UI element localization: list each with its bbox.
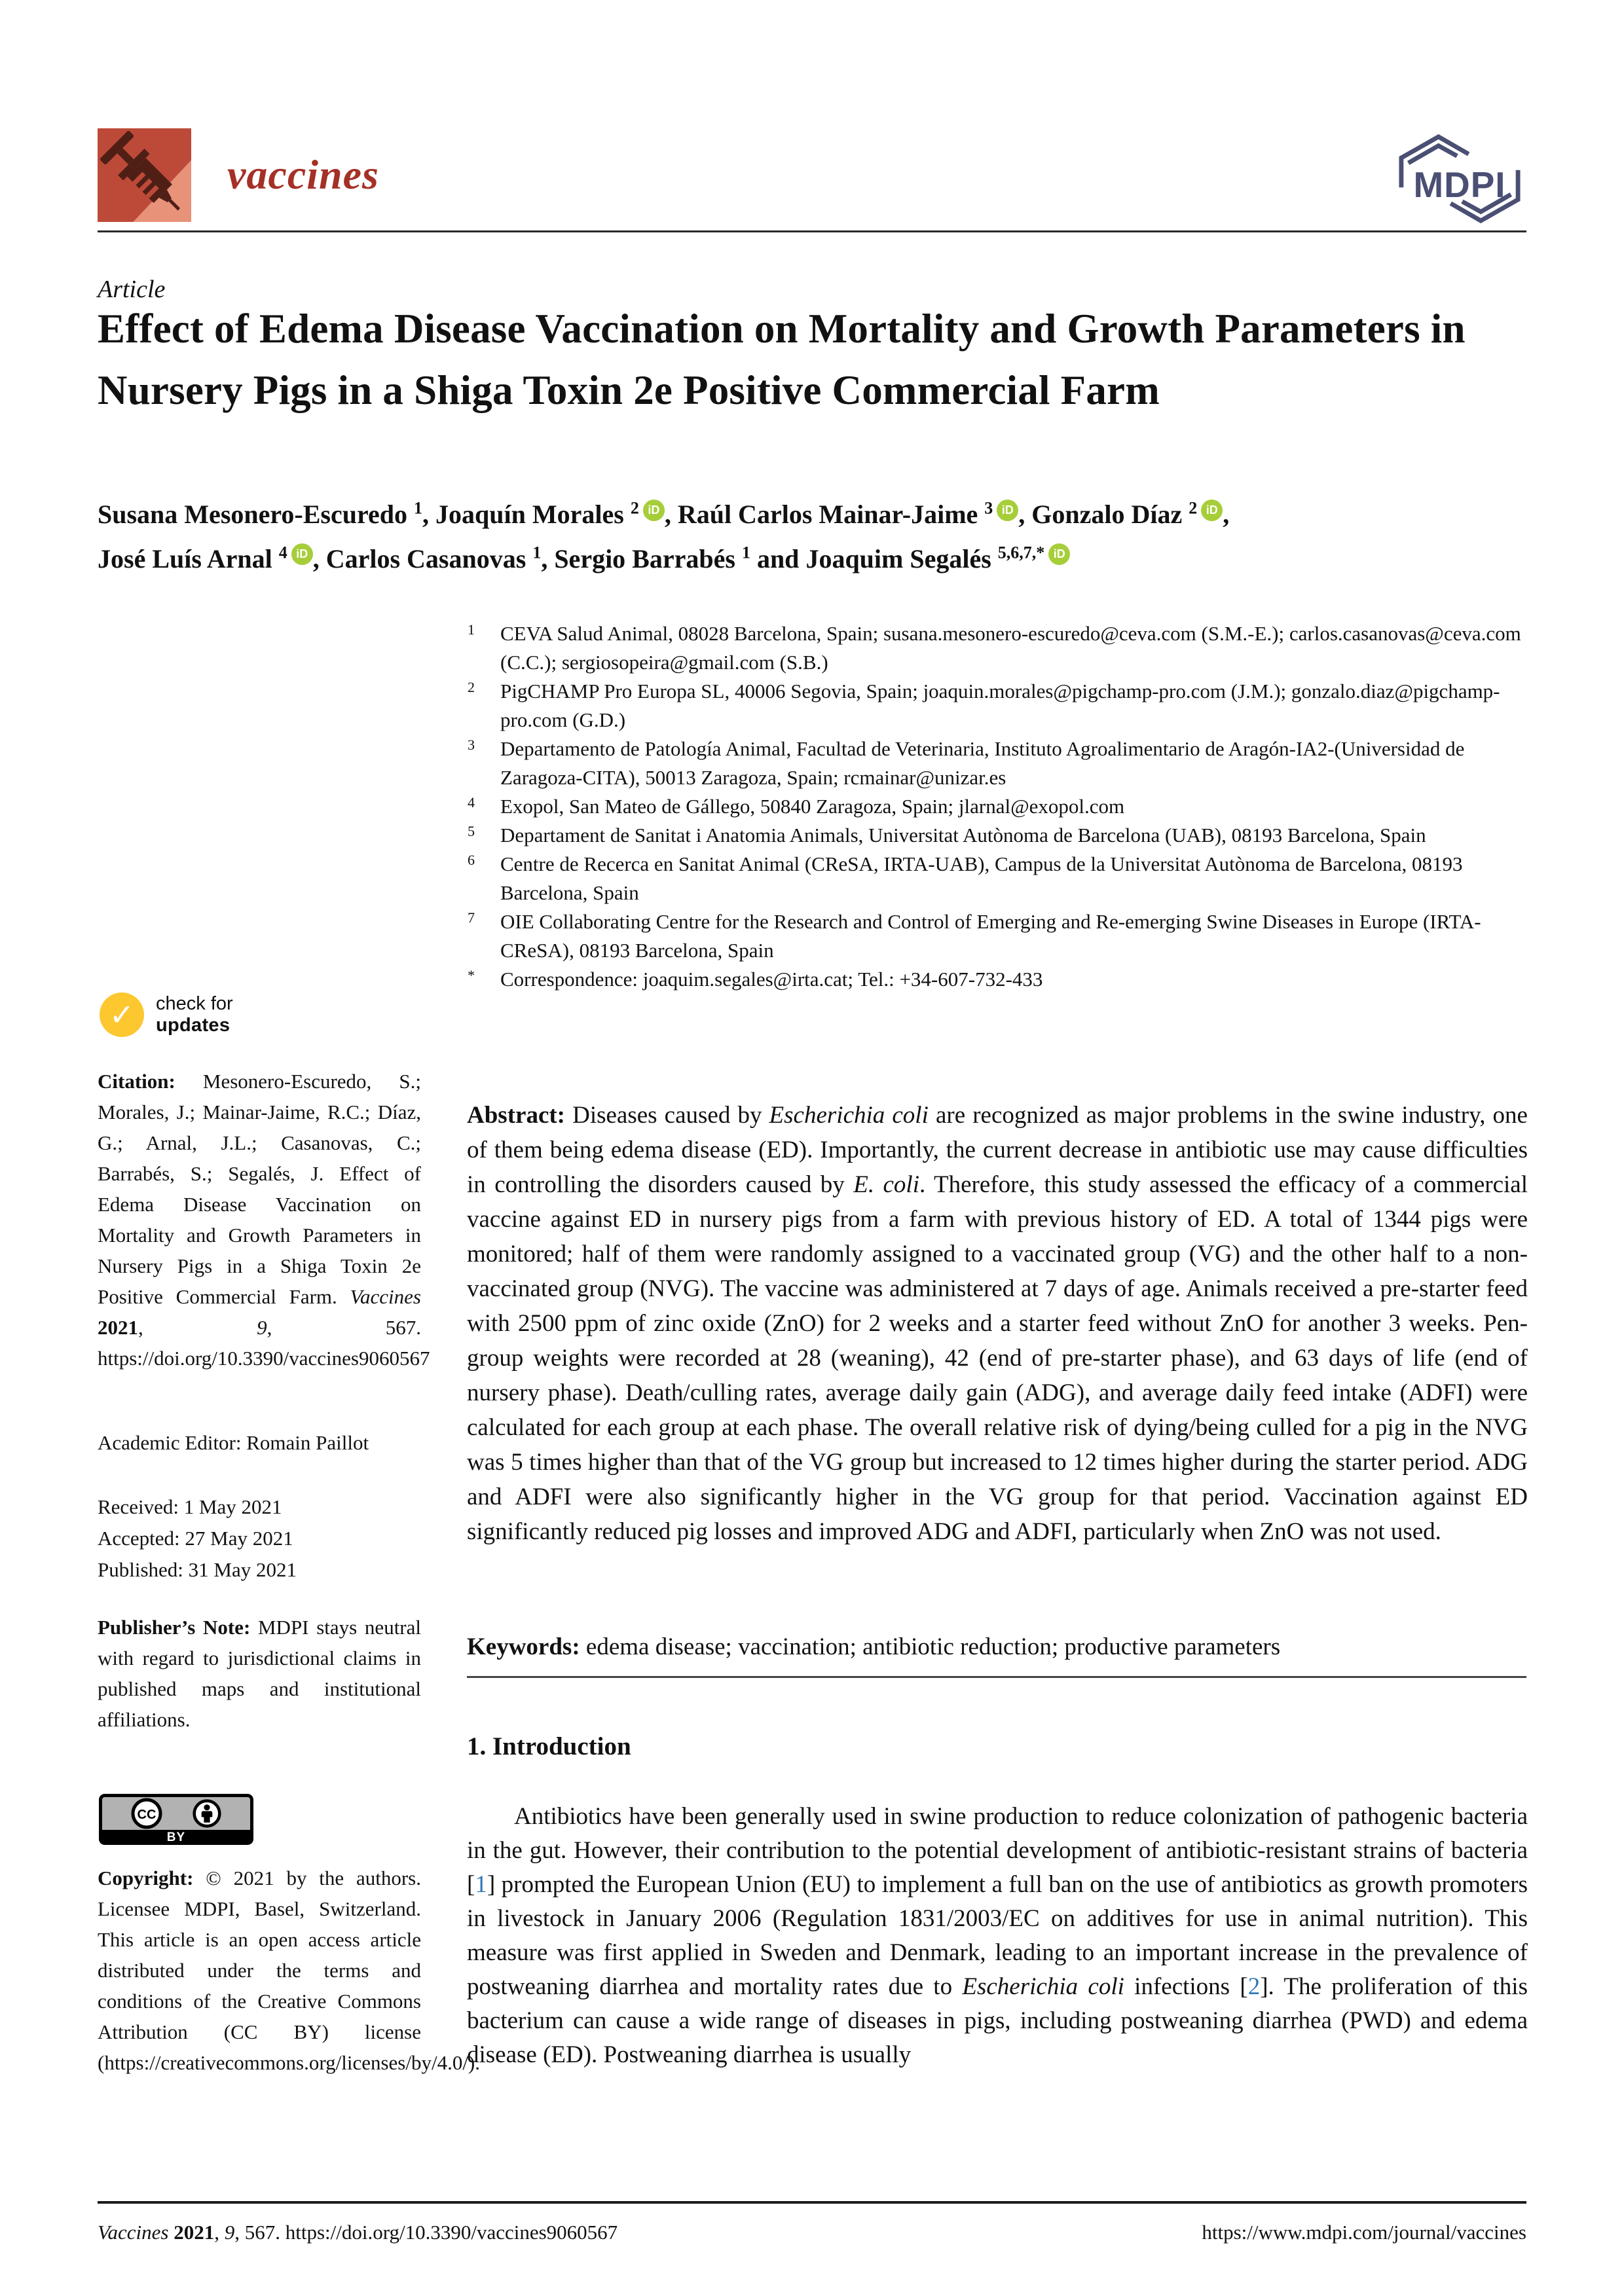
orcid-icon[interactable]: iD (291, 543, 313, 565)
journal-name: vaccines (227, 151, 379, 198)
orcid-icon[interactable]: iD (1048, 543, 1070, 565)
abstract: Abstract: Diseases caused by Escherichia coli are recognized as major problems in the swine industry, one of them being edema disease (ED). Importantly, the current decrease in antibiotic use may cause difficulties in controlling the disorders caused by E. coli. Therefore, this study assessed the efficacy of a commercial vaccine against ED in nursery pigs from a farm with previous history of ED. A total of 1344 pigs were monitored; half of them were randomly assigned to a vaccinated group (VG) and the other half to a non-vaccinated group (NVG). The vaccine was administered at 7 days of age. Animals received a pre-starter feed with 2500 ppm of zinc oxide (ZnO) for 2 weeks and a starter feed without ZnO for another 3 weeks. Pen-group weights were recorded at 28 (weaning), 42 (end of pre-starter phase), and 63 days of life (end of nursery phase). Death/culling rates, average daily gain (ADG), and average daily feed intake (ADFI) were calculated for each group at each phase. The overall relative risk of dying/being culled for a pig in the NVG was 5 times higher than that of the VG group but increased to 12 times higher during the starter period. ADG and ADFI were also significantly higher in the VG group for that period. Vaccination against ED significantly reduced pig losses and improved ADG and ADFI, particularly when ZnO was not used. (467, 1102, 1528, 1545)
affiliation-row (458, 677, 1532, 735)
orcid-icon[interactable]: iD (643, 500, 665, 521)
copyright-label: Copyright: (98, 1867, 194, 1889)
affiliation-number: 3 (468, 737, 475, 753)
svg-text:MDPI: MDPI (1413, 164, 1506, 205)
affiliation-number: 2 (468, 679, 475, 695)
affiliation-number: 7 (468, 909, 475, 926)
syringe-icon (98, 128, 191, 222)
affiliation-row (458, 821, 1532, 850)
article-type-label: Article (98, 276, 166, 303)
affiliation-row (458, 619, 1532, 677)
affiliation-row (458, 965, 1532, 994)
author: Gonzalo Díaz $^2$ iD , (1031, 499, 1230, 530)
affiliation-number: 4 (468, 794, 475, 811)
author: Raúl Carlos Mainar-Jaime $^3$ iD , (677, 499, 1032, 530)
reference-link-1[interactable]: 1 (475, 1871, 487, 1898)
affiliation-number: * (468, 967, 475, 983)
author: Sergio Barrabés $^1$ and (554, 543, 806, 574)
affiliation-row (458, 735, 1532, 792)
svg-text:CC: CC (137, 1808, 157, 1822)
mdpi-logo (1392, 132, 1527, 228)
citation-block: Citation: Mesonero-Escuredo, S.; Morales, J.; Mainar-Jaime, R.C.; Díaz, G.; Arnal, J.L.; Casanovas, C.; Barrabés, S.; Segalés, J. Effect of Edema Disease Vaccination on Mortality and Growth Parameters in Nursery Pigs in a Shiga Toxin 2e Positive Commercial Farm. Vaccines 2021, 9, 567. https://doi.org/10.3390/vaccines9060567 (98, 1070, 430, 1370)
publishers-note: Publisher’s Note: MDPI stays neutral with regard to jurisdictional claims in published maps and institutional affiliations. (98, 1616, 421, 1731)
abstract-label: Abstract: (467, 1102, 566, 1129)
author: Joaquín Morales $^2$ iD , (435, 499, 678, 530)
check-for-updates-badge[interactable] (100, 993, 233, 1037)
correspondence-text: Correspondence: joaquim.segales@irta.cat; Tel.: +34-607-732-433 (500, 968, 1043, 991)
vaccines-logo (98, 128, 191, 222)
footer-journal-url[interactable]: https://www.mdpi.com/journal/vaccines (1202, 2221, 1526, 2244)
academic-editor: Academic Editor: Romain Paillot (98, 1431, 369, 1454)
received-date: Received: 1 May 2021 (98, 1495, 282, 1518)
cc-by-license-badge[interactable] (99, 1794, 253, 1845)
header-divider (98, 230, 1526, 232)
affiliations-list (458, 619, 1532, 994)
published-date: Published: 31 May 2021 (98, 1558, 297, 1581)
affiliation-text: Departament de Sanitat i Anatomia Animals, Universitat Autònoma de Barcelona (UAB), 08193 Barcelona, Spain (500, 824, 1426, 847)
person-icon (192, 1798, 222, 1829)
affiliation-text: OIE Collaborating Centre for the Research and Control of Emerging and Re-emerging Swine Diseases in Europe (IRTA-CReSA), 08193 Barcelona, Spain (500, 910, 1481, 962)
affiliation-text: Exopol, San Mateo de Gállego, 50840 Zaragoza, Spain; jlarnal@exopol.com (500, 795, 1125, 818)
copyright-notice: Copyright: © 2021 by the authors. Licensee MDPI, Basel, Switzerland. This article is an open access article distributed under the terms and conditions of the Creative Commons Attribution (CC BY) license (https://creativecommons.org/licenses/by/4.0/). (98, 1867, 481, 2074)
affiliation-text: CEVA Salud Animal, 08028 Barcelona, Spain; susana.mesonero-escuredo@ceva.com (S.M.-E.); carlos.casanovas@ceva.com (C.C.); sergiosopeira@gmail.com (S.B.) (500, 622, 1521, 674)
introduction-paragraph: Antibiotics have been generally used in swine production to reduce colonization of pathogenic bacteria in the gut. However, their contribution to the potential development of antibiotic-resistant strains of bacteria [1] prompted the European Union (EU) to implement a full ban on the use of antibiotics as growth promoters in livestock in January 2006 (Regulation 1831/2003/EC on additives for use in animal nutrition). This measure was first applied in Sweden and Denmark, leading to an important increase in the prevalence of postweaning diarrhea and mortality rates due to Escherichia coli infections [2]. The proliferation of this bacterium can cause a wide range of diseases in pigs, including postweaning diarrhea (PWD) and edema disease (ED). Postweaning diarrhea is usually (467, 1803, 1528, 2068)
authors-line (98, 490, 1525, 578)
affiliation-number: 5 (468, 823, 475, 839)
affiliation-text: Departamento de Patología Animal, Facultad de Veterinaria, Instituto Agroalimentario de Aragón-IA2-(Universidad de Zaragoza-CITA), 50013 Zaragoza, Spain; rcmainar@unizar.es (500, 737, 1465, 789)
keywords: Keywords: edema disease; vaccination; antibiotic reduction; productive parameters (467, 1633, 1281, 1660)
article-title: Effect of Edema Disease Vaccination on Mortality and Growth Parameters in Nursery Pigs in a Shiga Toxin 2e Positive Commercial Farm (98, 306, 1466, 413)
affiliation-row (458, 850, 1532, 907)
orcid-icon[interactable]: iD (997, 500, 1018, 521)
affiliation-text: PigCHAMP Pro Europa SL, 40006 Segovia, Spain; joaquin.morales@pigchamp-pro.com (J.M.); gonzalo.diaz@pigchamp-pro.com (G.D.) (500, 680, 1500, 731)
author: Joaquim Segalés $^{5,6,7,*}$ iD (805, 544, 1070, 574)
mdpi-hexagon-icon (1392, 132, 1527, 225)
footer-divider (98, 2201, 1526, 2204)
footer-journal-info: Vaccines 2021, 9, 567. https://doi.org/10.3390/vaccines9060567 (98, 2221, 618, 2244)
check-for-updates-label: check for updates (156, 993, 233, 1036)
affiliation-text: Centre de Recerca en Sanitat Animal (CReSA, IRTA-UAB), Campus de la Universitat Autònoma de Barcelona, 08193 Barcelona, Spain (500, 852, 1463, 904)
reference-link-2[interactable]: 2 (1247, 1973, 1261, 2000)
article-dates (98, 1491, 421, 1586)
citation-doi-link[interactable]: , 567. https://doi.org/10.3390/vaccines9060567 (98, 1316, 430, 1370)
affiliation-number: 6 (468, 852, 475, 868)
affiliation-number: 1 (468, 621, 475, 638)
section-divider (467, 1676, 1526, 1678)
orcid-icon[interactable]: iD (1201, 500, 1223, 521)
section-heading-introduction: 1. Introduction (467, 1732, 631, 1760)
check-icon: ✓ (100, 993, 144, 1037)
affiliation-row (458, 907, 1532, 965)
citation-label: Citation: (98, 1070, 175, 1093)
cc-by-label: BY (102, 1830, 250, 1845)
accepted-date: Accepted: 27 May 2021 (98, 1527, 293, 1550)
journal-brand (98, 128, 379, 222)
cc-badge-icons (102, 1797, 250, 1830)
publishers-note-label: Publisher’s Note: (98, 1616, 251, 1639)
cc-icon (130, 1797, 163, 1830)
affiliation-row (458, 792, 1532, 821)
keywords-label: Keywords: (467, 1633, 580, 1660)
author: Susana Mesonero-Escuredo $^1$, (98, 499, 436, 530)
footer-doi-link[interactable]: , 567. https://doi.org/10.3390/vaccines9060567 (234, 2221, 618, 2244)
author: José Luís Arnal $^4$ iD , (98, 543, 326, 574)
author: Carlos Casanovas $^1$, (325, 543, 555, 574)
